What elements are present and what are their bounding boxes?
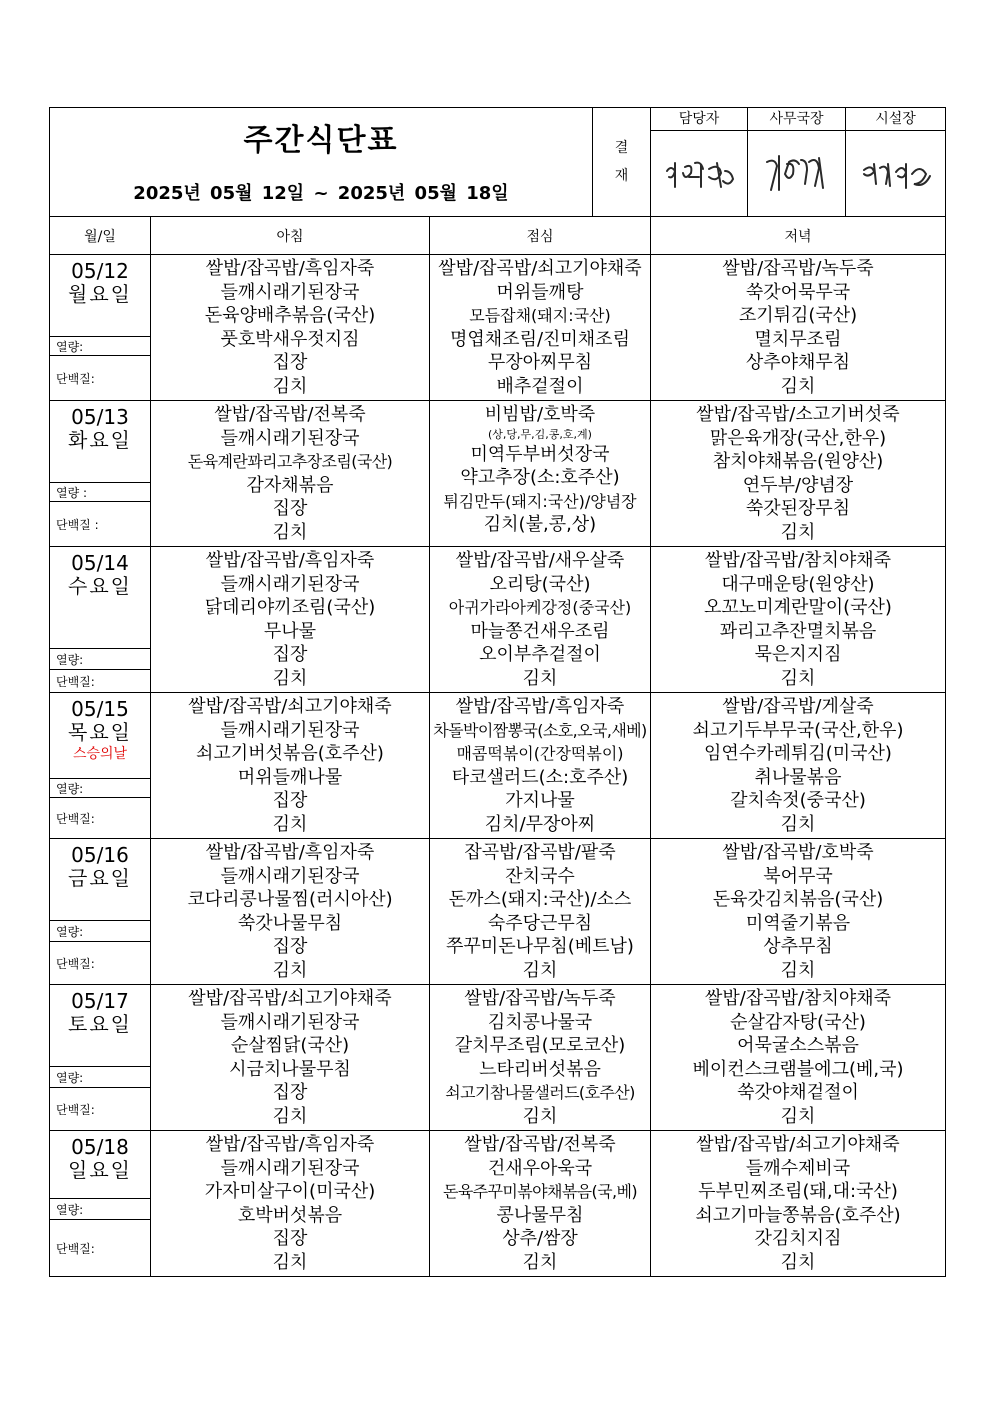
menu-item: 집장: [272, 352, 308, 373]
breakfast-cell: [151, 547, 430, 693]
menu-item: 명엽채조림/진미채조림: [450, 328, 630, 350]
menu-item: 쇠고기두부무국(국산,한우): [692, 719, 904, 741]
calorie-label: 열량:: [50, 1066, 150, 1087]
column-header-row: [50, 217, 946, 255]
menu-item: 쌀밥/잡곡밥/쇠고기야채죽: [188, 696, 392, 717]
menu-item: 쑥갓된장무침: [745, 498, 851, 519]
breakfast-cell: [151, 401, 430, 547]
menu-item: 미역줄기볶음: [745, 912, 851, 934]
approval-label: 결 재: [593, 108, 651, 217]
menu-item: 상추야채무침: [745, 352, 851, 373]
menu-page: [49, 107, 945, 1277]
day-name: 금요일: [68, 866, 132, 890]
menu-item: 쌀밥/잡곡밥/흑임자죽: [205, 258, 375, 279]
menu-item: 갓김치지짐: [754, 1228, 842, 1249]
day-cell: [50, 839, 151, 985]
menu-item: 쌀밥/잡곡밥/쇠고기야채죽: [188, 988, 392, 1009]
menu-item: 집장: [272, 936, 308, 957]
menu-item: 쌀밥/잡곡밥/쇠고기야채죽: [696, 1134, 900, 1155]
menu-item: 북어무국: [763, 865, 833, 887]
menu-item: 김치: [272, 1251, 308, 1273]
menu-item: 들깨시래기된장국: [220, 865, 360, 887]
menu-item: 쌀밥/잡곡밥/호박죽: [722, 842, 874, 863]
menu-item: 김치/무장아찌: [484, 813, 596, 835]
menu-item: 김치: [780, 1251, 816, 1273]
lunch-cell: [430, 985, 651, 1131]
approval-staff: [651, 108, 748, 217]
menu-item: 어묵굴소스볶음: [737, 1035, 859, 1056]
menu-item: 돈육양배추볶음(국산): [204, 305, 376, 326]
menu-item: 모듬잡채(돼지:국산): [469, 306, 611, 325]
day-row: [50, 693, 946, 839]
menu-item: 닭데리야끼조림(국산): [204, 597, 376, 618]
menu-item: 돈육주꾸미볶야채볶음(국,베): [442, 1182, 638, 1201]
col-breakfast: 아침: [151, 217, 430, 255]
menu-item: 쌀밥/잡곡밥/녹두죽: [722, 258, 874, 279]
title-cell: [50, 108, 593, 217]
menu-item: 갈치속젓(중국산): [730, 790, 866, 811]
menu-item: 김치: [522, 959, 558, 981]
menu-item: 갈치무조림(모로코산): [454, 1035, 626, 1056]
day-cell: [50, 255, 151, 401]
dinner-cell: [651, 839, 946, 985]
protein-label: 단백질:: [50, 669, 150, 692]
breakfast-cell: [151, 839, 430, 985]
menu-item: 꽈리고추잔멸치볶음: [719, 620, 877, 642]
menu-item: 쌀밥/잡곡밥/흑임자죽: [205, 550, 375, 571]
menu-item: 쇠고기참나물샐러드(호주산): [445, 1083, 635, 1102]
menu-item: 상추/쌈장: [502, 1228, 578, 1249]
menu-item: 미역두부버섯장국: [470, 443, 610, 465]
page-title: 주간식단표: [243, 123, 399, 158]
menu-item: 돈까스(돼지:국산)/소스: [448, 889, 632, 910]
menu-item: 돈육계란꽈리고추장조림(국산): [187, 452, 393, 471]
day-name: 수요일: [68, 574, 132, 598]
menu-item: 건새우아욱국: [487, 1157, 593, 1179]
menu-item: 시금치나물무침: [229, 1058, 351, 1080]
day-cell: [50, 547, 151, 693]
day-row: [50, 1131, 946, 1277]
calorie-label: 열량:: [50, 336, 150, 355]
approval-director: [846, 108, 946, 217]
menu-item: 김치콩나물국: [487, 1011, 593, 1033]
menu-item: 들깨시래기된장국: [220, 573, 360, 595]
day-row: [50, 255, 946, 401]
menu-item: 무나물: [263, 620, 317, 642]
protein-label: 단백질:: [50, 355, 150, 400]
menu-item: 아귀가라아케강정(중국산): [448, 598, 632, 617]
col-dinner: 저녁: [651, 217, 946, 255]
menu-item: 집장: [272, 790, 308, 811]
approval-secretary: [748, 108, 846, 217]
signature-image: [659, 149, 739, 199]
menu-item: 두부민찌조림(돼,대:국산): [698, 1181, 898, 1202]
day-date: 05/16: [71, 843, 129, 867]
lunch-cell: [430, 693, 651, 839]
menu-item: 쭈꾸미돈나무침(베트남): [446, 936, 634, 957]
dinner-cell: [651, 693, 946, 839]
menu-item: 감자채볶음: [246, 474, 334, 496]
menu-item: 김치: [272, 521, 308, 543]
calorie-label: 열량:: [50, 648, 150, 669]
menu-item: 김치: [780, 813, 816, 835]
menu-item: 잡곡밥/잡곡밥/팥죽: [464, 842, 616, 863]
protein-label: 단백질 :: [50, 501, 150, 546]
day-name: 월요일: [68, 282, 132, 306]
menu-item: 풋호박새우젓지짐: [220, 328, 360, 350]
day-date: 05/17: [71, 989, 129, 1013]
menu-item: 호박버섯볶음: [237, 1204, 343, 1226]
menu-item: 들깨시래기된장국: [220, 427, 360, 449]
menu-item: 무장아찌무침: [487, 352, 593, 373]
menu-item: 집장: [272, 1228, 308, 1249]
lunch-cell: [430, 839, 651, 985]
menu-item: 순살찜닭(국산): [230, 1035, 350, 1056]
header-row: [50, 108, 946, 217]
day-cell: [50, 985, 151, 1131]
menu-item: 들깨시래기된장국: [220, 281, 360, 303]
day-name: 토요일: [68, 1012, 132, 1036]
menu-item: 집장: [272, 644, 308, 665]
menu-item: 쇠고기버섯볶음(호주산): [196, 743, 384, 764]
menu-item: 쌀밥/잡곡밥/흑임자죽: [455, 696, 625, 717]
protein-label: 단백질:: [50, 941, 150, 984]
menu-item: 쑥갓어묵무국: [745, 281, 851, 303]
signature-director: [846, 131, 945, 216]
menu-item: 김치: [780, 375, 816, 397]
protein-label: 단백질:: [50, 797, 150, 838]
menu-item: 튀김만두(돼지:국산)/양념장: [443, 491, 637, 511]
day-row: [50, 985, 946, 1131]
dinner-cell: [651, 547, 946, 693]
menu-item: 쌀밥/잡곡밥/참치야채죽: [704, 988, 891, 1009]
role-label: 담당자: [651, 108, 747, 131]
menu-item: 김치: [522, 1105, 558, 1127]
menu-item: 쌀밥/잡곡밥/전복죽: [464, 1134, 616, 1155]
day-row: [50, 401, 946, 547]
day-date: 05/15: [71, 697, 129, 721]
menu-item: 느타리버섯볶음: [479, 1058, 601, 1080]
menu-item: 쌀밥/잡곡밥/녹두죽: [464, 988, 616, 1009]
menu-item: 들깨수제비국: [745, 1157, 851, 1179]
menu-item: 베이컨스크램블에그(베,국): [692, 1058, 904, 1080]
lunch-cell: [430, 401, 651, 547]
breakfast-cell: [151, 1131, 430, 1277]
breakfast-cell: [151, 255, 430, 401]
menu-item: 콩나물무침: [496, 1204, 584, 1226]
menu-item: 들깨시래기된장국: [220, 719, 360, 741]
menu-item: 쌀밥/잡곡밥/게살죽: [722, 696, 874, 717]
period-text: 2025년 05월 12일 ~ 2025년 05월 18일: [133, 183, 509, 204]
menu-item: 김치: [272, 375, 308, 397]
calorie-label: 열량:: [50, 920, 150, 941]
menu-item: 마늘쫑건새우조림: [470, 620, 610, 642]
day-row: [50, 547, 946, 693]
menu-item: 머위들깨탕: [496, 281, 584, 303]
menu-item: 오꼬노미계란말이(국산): [704, 597, 892, 618]
breakfast-cell: [151, 985, 430, 1131]
protein-label: 단백질:: [50, 1219, 150, 1276]
day-name: 화요일: [68, 428, 132, 452]
menu-item: 쌀밥/잡곡밥/새우살죽: [455, 550, 625, 571]
day-note: 스승의날: [72, 746, 128, 762]
signature-staff: [651, 131, 747, 216]
menu-item: 쑥갓야채겉절이: [737, 1082, 859, 1103]
role-label: 사무국장: [748, 108, 845, 131]
dinner-cell: [651, 985, 946, 1131]
menu-item: 타코샐러드(소:호주산): [451, 766, 629, 788]
menu-item: 김치: [272, 1105, 308, 1127]
signature-secretary: [748, 131, 845, 216]
day-date: 05/12: [71, 259, 129, 283]
menu-item: 쌀밥/잡곡밥/흑임자죽: [205, 1134, 375, 1155]
menu-item: 숙주당근무침: [487, 912, 593, 934]
day-name: 일요일: [68, 1158, 132, 1182]
protein-label: 단백질:: [50, 1087, 150, 1130]
menu-item: 머위들깨나물: [237, 766, 343, 788]
col-day: 월/일: [50, 217, 151, 255]
menu-item: 김치: [272, 959, 308, 981]
menu-item: 집장: [272, 498, 308, 519]
menu-item: 비빔밥/호박죽: [484, 404, 596, 425]
menu-item: 들깨시래기된장국: [220, 1157, 360, 1179]
calorie-label: 열량 :: [50, 482, 150, 501]
menu-item: 멸치무조림: [754, 328, 842, 350]
menu-item: 쇠고기마늘쫑볶음(호주산): [695, 1204, 901, 1226]
menu-item: 임연수카레튀김(미국산): [704, 743, 892, 764]
menu-item: (상,당,무,김,콩,호,계): [488, 427, 592, 441]
menu-item: 참치야채볶음(원양산): [712, 451, 884, 472]
menu-item: 들깨시래기된장국: [220, 1011, 360, 1033]
menu-item: 차돌박이짬뽕국(소호,오국,새베): [433, 720, 647, 740]
menu-item: 김치: [780, 959, 816, 981]
menu-item: 김치: [780, 521, 816, 543]
day-date: 05/13: [71, 405, 129, 429]
day-cell: [50, 693, 151, 839]
lunch-cell: [430, 255, 651, 401]
menu-item: 쌀밥/잡곡밥/참치야채죽: [704, 550, 891, 571]
menu-item: 약고추장(소:호주산): [460, 467, 620, 488]
menu-item: 묵은지지짐: [754, 644, 842, 665]
menu-item: 김치: [272, 813, 308, 835]
menu-item: 쌀밥/잡곡밥/전복죽: [214, 404, 366, 425]
lunch-cell: [430, 547, 651, 693]
day-cell: [50, 401, 151, 547]
menu-item: 김치: [780, 1105, 816, 1127]
menu-item: 쌀밥/잡곡밥/흑임자죽: [205, 842, 375, 863]
menu-item: 취나물볶음: [754, 766, 842, 788]
dinner-cell: [651, 1131, 946, 1277]
menu-item: 김치(불,콩,상): [483, 514, 597, 535]
menu-item: 가자미살구이(미국산): [204, 1181, 376, 1202]
menu-item: 집장: [272, 1082, 308, 1103]
breakfast-cell: [151, 693, 430, 839]
menu-item: 김치: [780, 667, 816, 689]
menu-item: 조기튀김(국산): [738, 305, 858, 326]
calorie-label: 열량:: [50, 778, 150, 797]
menu-item: 김치: [522, 667, 558, 689]
menu-item: 매콤떡볶이(간장떡볶이): [456, 744, 624, 763]
day-date: 05/14: [71, 551, 129, 575]
menu-item: 김치: [522, 1251, 558, 1273]
menu-item: 김치: [272, 667, 308, 689]
menu-item: 오이부추겉절이: [479, 644, 601, 665]
menu-item: 오리탕(국산): [489, 573, 591, 595]
menu-item: 상추무침: [763, 936, 833, 957]
signature-image: [856, 144, 936, 204]
menu-item: 쌀밥/잡곡밥/쇠고기야채죽: [438, 258, 642, 279]
menu-item: 연두부/양념장: [742, 474, 854, 496]
menu-item: 돈육갓김치볶음(국산): [712, 889, 884, 910]
col-lunch: 점심: [430, 217, 651, 255]
menu-item: 코다리콩나물찜(러시아산): [187, 889, 393, 910]
menu-item: 대구매운탕(원양산): [721, 573, 875, 595]
day-cell: [50, 1131, 151, 1277]
signature-image: [757, 144, 837, 204]
menu-item: 잔치국수: [505, 865, 575, 887]
day-name: 목요일: [68, 720, 132, 744]
day-row: [50, 839, 946, 985]
menu-item: 쑥갓나물무침: [237, 912, 343, 934]
menu-item: 맑은육개장(국산,한우): [709, 427, 887, 449]
dinner-cell: [651, 401, 946, 547]
menu-item: 쌀밥/잡곡밥/소고기버섯죽: [696, 404, 900, 425]
calorie-label: 열량:: [50, 1198, 150, 1219]
menu-item: 가지나물: [505, 790, 575, 811]
role-label: 시설장: [846, 108, 945, 131]
menu-item: 배추겉절이: [496, 375, 584, 397]
dinner-cell: [651, 255, 946, 401]
menu-table: [49, 107, 946, 1277]
lunch-cell: [430, 1131, 651, 1277]
day-date: 05/18: [71, 1135, 129, 1159]
menu-item: 순살감자탕(국산): [730, 1011, 866, 1033]
